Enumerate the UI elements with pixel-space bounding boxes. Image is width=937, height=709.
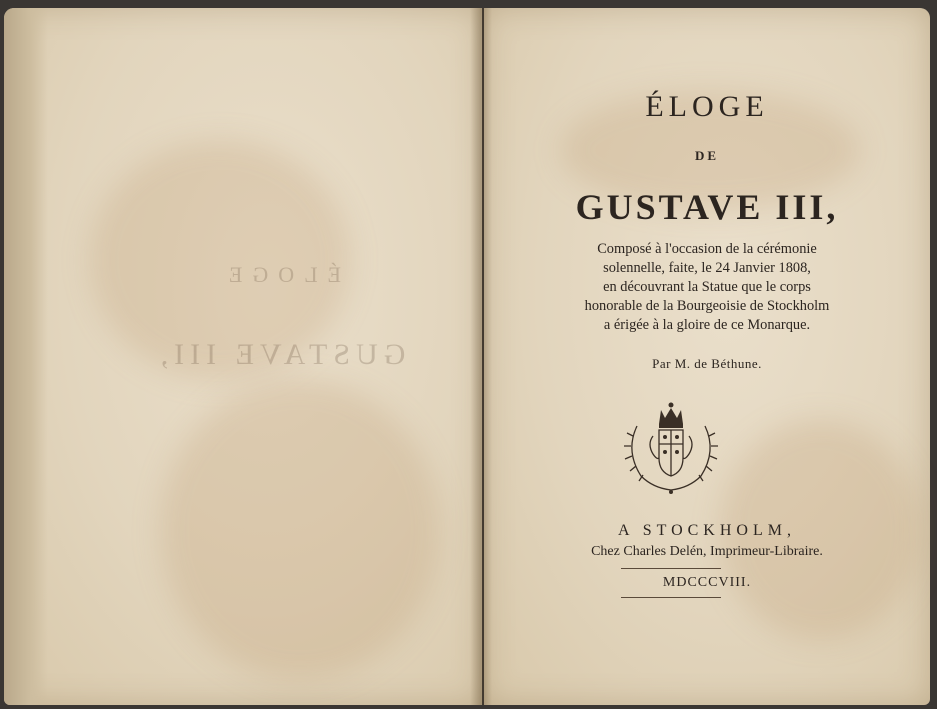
title-connector: DE: [694, 148, 720, 163]
divider: [621, 597, 721, 598]
description-line: Composé à l'occasion de la cérémonie: [597, 241, 817, 257]
imprint-year: MDCCCVIII.: [662, 575, 752, 590]
description-line: en découvrant la Statue que le corps: [603, 279, 811, 295]
bleed-through-subject: GUSTAVE III,: [154, 338, 406, 371]
page-title: ÉLOGE: [645, 90, 769, 123]
title-subject: GUSTAVE III,: [575, 187, 839, 227]
description-line: a érigée à la gloire de ce Monarque.: [603, 317, 811, 333]
imprint-publisher: Chez Charles Delén, Imprimeur-Libraire.: [591, 544, 823, 559]
coat-of-arms-icon: [619, 396, 723, 496]
divider: [621, 568, 721, 569]
description-line: honorable de la Bourgeoisie de Stockholm: [584, 298, 830, 314]
page-edge: [4, 8, 48, 705]
author-line: Par M. de Béthune.: [652, 356, 762, 371]
imprint-place: A STOCKHOLM,: [618, 522, 796, 539]
bleed-through-title: ÉLOGE: [218, 262, 342, 287]
water-stain: [160, 380, 440, 680]
description-paragraph: [534, 240, 880, 335]
description-line: solennelle, faite, le 24 Janvier 1808,: [603, 260, 811, 276]
